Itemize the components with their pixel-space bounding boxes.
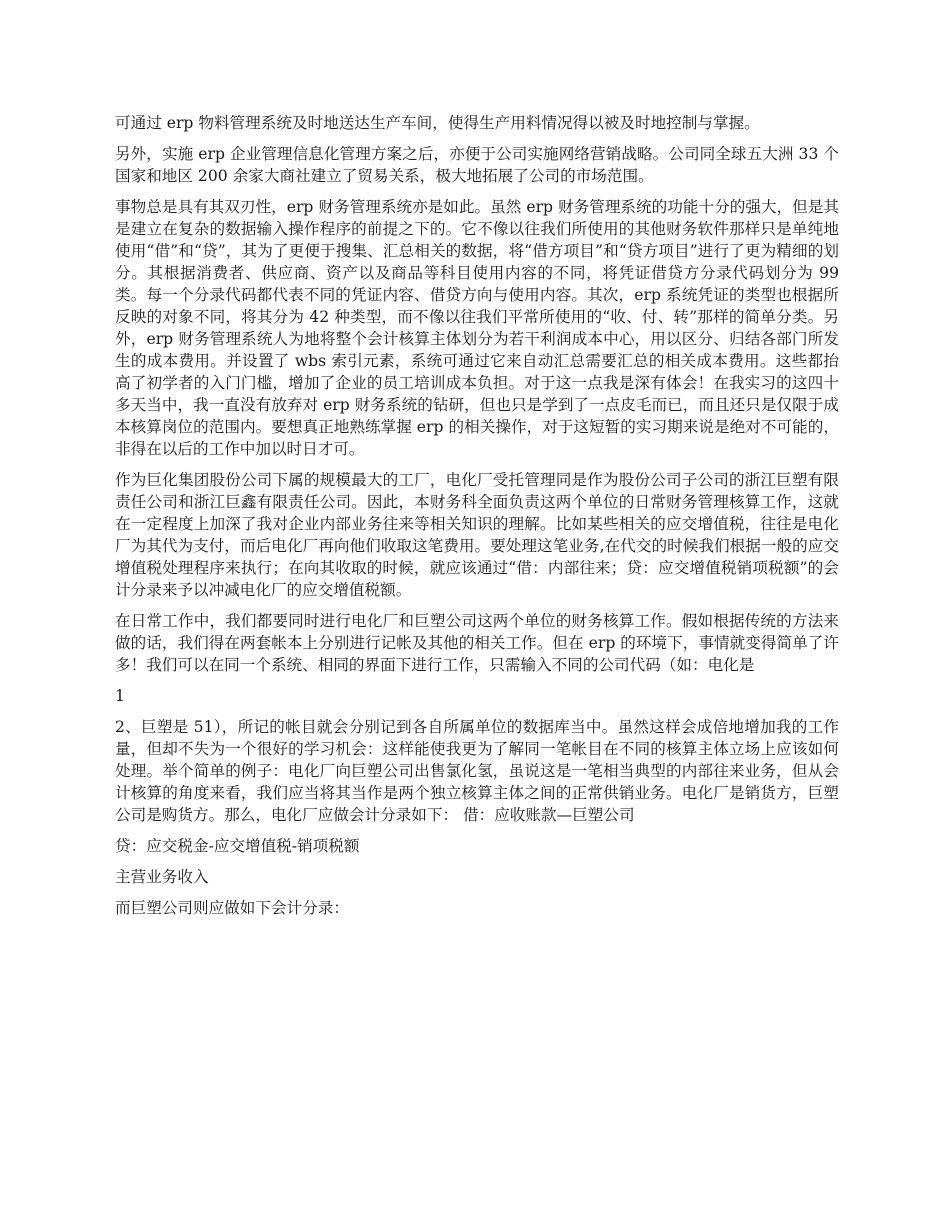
paragraph-network-marketing: 另外，实施 erp 企业管理信息化管理方案之后，亦便于公司实施网络营销战略。公司同全球五大洲 33 个国家和地区 200 余家大商社建立了贸易关系，极大地拓展了公司的市场范围。 xyxy=(115,145,839,185)
paragraph-main-revenue: 主营业务收入 xyxy=(115,868,209,886)
paragraph-company-codes: 2、巨塑是 51），所记的帐目就会分别记到各自所属单位的数据库当中。虽然这样会成倍地增加我的工作量，但却不失为一个很好的学习机会：这样能使我更为了解同一笔帐目在不同的核算主体立场上应该如何处理。举个简单的例子：电化厂向巨塑公司出售氯化氢，虽说这是一笔相当典型的内部往来业务，但从会计核算的角度来看，我们应当将其当作是两个独立核算主体之间的正常供销业务。电化厂是销货方，巨塑公司是购货方。那么，电化厂应做会计分录如下： 借：应收账款—巨塑公司 xyxy=(115,718,839,824)
paragraph-erp-complexity: 事物总是具有其双刃性，erp 财务管理系统亦是如此。虽然 erp 财务管理系统的功能十分的强大，但是其是建立在复杂的数据输入操作程序的前提之下的。它不像以往我们所使用的其他财务软件那样只是单纯地使用“借”和“贷”，其为了更便于搜集、汇总相关的数据，将“借方项目”和“贷方项目”进行了更为精细的划分。其根据消费者、供应商、资产以及商品等科目使用内容的不同，将凭证借贷方分录代码划分为 99 类。每一个分录代码都代表不同的凭证内容、借贷方向与使用内容。其次，erp 系统凭证的类型也根据所反映的对象不同，将其分为 42 种类型，而不像以往我们平常所使用的“收、付、转”那样的简单分类。另外，erp 财务管理系统人为地将整个会计核算主体划分为若干利润成本中心，用以区分、归结各部门所发生的成本费用。并设置了 wbs 索引元素，系统可通过它来自动汇总需要汇总的相关成本费用。这些都抬高了初学者的入门门槛，增加了企业的员工培训成本负担。对于这一点我是深有体会！在我实习的这四十多天当中，我一直没有放弃对 erp 财务系统的钻研，但也只是学到了一点皮毛而已，而且还只是仅限于成本核算岗位的范围内。要想真正地熟练掌握 erp 的相关操作，对于这短暂的实习期来说是绝对不可能的，非得在以后的工作中加以时日才可。 xyxy=(115,198,839,458)
paragraph-material-delivery: 可通过 erp 物料管理系统及时地送达生产车间，使得生产用料情况得以被及时地控制与掌握。 xyxy=(115,114,760,132)
paragraph-daily-work: 在日常工作中，我们都要同时进行电化厂和巨塑公司这两个单位的财务核算工作。假如根据传统的方法来做的话，我们得在两套帐本上分别进行记帐及其他的相关工作。但在 erp 的环境下，事情就变得简单了许多！我们可以在同一个系统、相同的界面下进行工作，只需输入不同的公司代码（如：电化是 xyxy=(115,612,839,674)
document-body xyxy=(115,112,839,928)
paragraph-subsidiary-management: 作为巨化集团股份公司下属的规模最大的工厂，电化厂受托管理同是作为股份公司子公司的浙江巨塑有限责任公司和浙江巨鑫有限责任公司。因此，本财务科全面负责这两个单位的日常财务管理核算工作，这就在一定程度上加深了我对企业内部业务往来等相关知识的理解。比如某些相关的应交增值税，往往是电化厂为其代为支付，而后电化厂再向他们收取这笔费用。要处理这笔业务,在代交的时候我们根据一般的应交增值税处理程序来执行；在向其收取的时候，就应该通过“借：内部往来；贷：应交增值税销项税额”的会计分录来予以冲减电化厂的应交增值税额。 xyxy=(115,471,839,599)
paragraph-credit-entry: 贷：应交税金-应交增值税-销项税额 xyxy=(115,837,360,855)
paragraph-jusu-entry: 而巨塑公司则应做如下会计分录： xyxy=(115,899,349,917)
paragraph-page-number: 1 xyxy=(115,687,125,705)
